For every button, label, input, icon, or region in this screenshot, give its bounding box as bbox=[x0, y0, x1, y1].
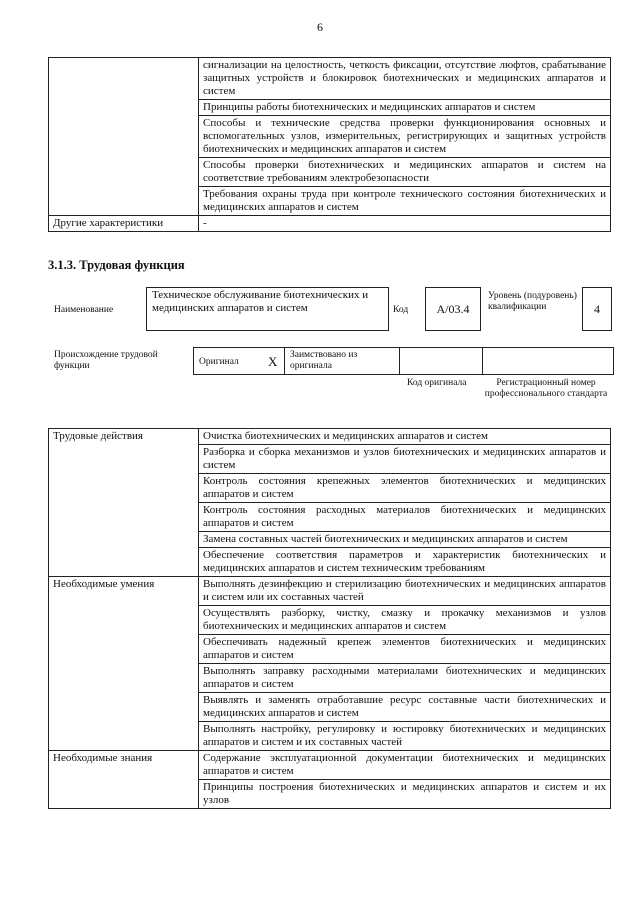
function-details-table bbox=[48, 428, 611, 809]
list-item: Обеспечивать надежный крепеж элементов биотехнических и медицинских аппаратов и систем bbox=[199, 635, 611, 664]
origin-box bbox=[193, 347, 614, 375]
list-item: Выполнять дезинфекцию и стерилизацию биотехнических и медицинских аппаратов и систем или их составных частей bbox=[199, 577, 611, 606]
divider bbox=[284, 347, 285, 375]
table-cell-text: сигнализации на целостность, четкость фиксации, отсутствие люфтов, срабатывание защитных устройств и блокировок биотехнических и медицинских аппаратов и систем bbox=[199, 58, 611, 100]
divider bbox=[482, 347, 483, 375]
list-item: Разборка и сборка механизмов и узлов биотехнических и медицинских аппаратов и систем bbox=[199, 445, 611, 474]
list-item: Контроль состояния расходных материалов биотехнических и медицинских аппаратов и систем bbox=[199, 503, 611, 532]
table-cell-label bbox=[49, 58, 199, 216]
list-item: Выявлять и заменять отработавшие ресурс составные части биотехнических и медицинских аппаратов и систем bbox=[199, 693, 611, 722]
group-label-actions: Трудовые действия bbox=[49, 429, 199, 577]
level-value-box: 4 bbox=[582, 287, 612, 331]
function-name-box: Техническое обслуживание биотехнических и медицинских аппаратов и систем bbox=[146, 287, 389, 331]
original-label: Оригинал bbox=[199, 357, 239, 367]
code-label: Код bbox=[393, 305, 409, 315]
section-title: 3.1.3. Трудовая функция bbox=[48, 258, 185, 272]
table-cell-text: Требования охраны труда при контроле технического состояния биотехнических и медицинских аппаратов и систем bbox=[199, 187, 611, 216]
other-characteristics-value: - bbox=[199, 216, 611, 232]
divider bbox=[399, 347, 400, 375]
list-item: Принципы построения биотехнических и медицинских аппаратов и систем и их узлов bbox=[199, 780, 611, 809]
list-item: Замена составных частей биотехнических и медицинских аппаратов и систем bbox=[199, 532, 611, 548]
table-cell-text: Принципы работы биотехнических и медицинских аппаратов и систем bbox=[199, 100, 611, 116]
group-label-skills: Необходимые умения bbox=[49, 577, 199, 751]
registration-number-caption: Регистрационный номер профессионального стандарта bbox=[484, 378, 608, 399]
table-row bbox=[49, 577, 611, 606]
name-label: Наименование bbox=[54, 305, 114, 315]
page-number: 6 bbox=[317, 20, 323, 34]
list-item: Содержание эксплуатационной документации биотехнических и медицинских аппаратов и систем bbox=[199, 751, 611, 780]
borrowed-label: Заимствовано из оригинала bbox=[290, 350, 358, 371]
list-item: Контроль состояния крепежных элементов биотехнических и медицинских аппаратов и систем bbox=[199, 474, 611, 503]
table-row bbox=[49, 58, 611, 100]
table-row bbox=[49, 216, 611, 232]
list-item: Осуществлять разборку, чистку, смазку и прокачку механизмов и узлов биотехнических и медицинских аппаратов и систем bbox=[199, 606, 611, 635]
group-label-knowledge: Необходимые знания bbox=[49, 751, 199, 809]
level-label: Уровень (подуровень) квалификации bbox=[488, 291, 577, 312]
table-row bbox=[49, 751, 611, 780]
list-item: Обеспечение соответствия параметров и характеристик биотехнических и медицинских аппаратов и систем техническим требованиям bbox=[199, 548, 611, 577]
list-item: Выполнять настройку, регулировку и юстировку биотехнических и медицинских аппаратов и систем и их составных частей bbox=[199, 722, 611, 751]
original-mark: X bbox=[268, 354, 278, 369]
list-item: Выполнять заправку расходными материалами биотехнических и медицинских аппаратов и систем bbox=[199, 664, 611, 693]
table-cell-text: Способы и технические средства проверки функционирования основных и вспомогательных узлов, измерительных, регистрирующих и защитных устройств биотехнических и медицинских аппаратов и систем bbox=[199, 116, 611, 158]
table-row bbox=[49, 429, 611, 445]
origin-label: Происхождение трудовой функции bbox=[54, 350, 158, 371]
other-characteristics-label: Другие характеристики bbox=[49, 216, 199, 232]
list-item: Очистка биотехнических и медицинских аппаратов и систем bbox=[199, 429, 611, 445]
table-cell-text: Способы проверки биотехнических и медицинских аппаратов и систем на соответствие требованиям электробезопасности bbox=[199, 158, 611, 187]
function-code-box: А/03.4 bbox=[425, 287, 481, 331]
continued-table bbox=[48, 57, 611, 232]
original-code-caption: Код оригинала bbox=[407, 378, 467, 388]
